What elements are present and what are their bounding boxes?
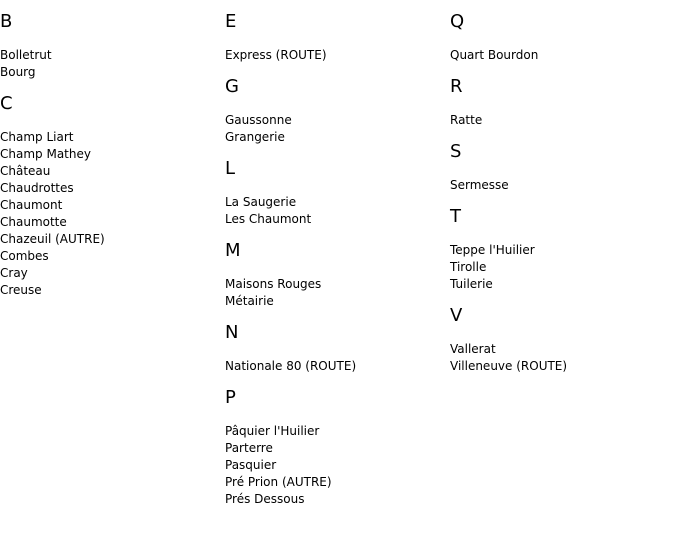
letter-heading: P <box>225 387 236 408</box>
letter-heading: R <box>450 76 463 97</box>
street-link[interactable]: Pasquier <box>225 458 277 472</box>
letter-group <box>225 240 450 310</box>
street-link[interactable]: Tuilerie <box>450 277 493 291</box>
letter-group <box>225 158 450 228</box>
letter-group <box>450 11 675 64</box>
street-link[interactable]: Chaumotte <box>0 215 67 229</box>
letter-group <box>450 206 675 293</box>
street-list <box>225 47 450 64</box>
street-link[interactable]: Maisons Rouges <box>225 277 322 291</box>
street-link[interactable]: Prés Dessous <box>225 492 305 506</box>
street-index-column-2 <box>225 0 450 516</box>
street-link[interactable]: Cray <box>0 266 28 280</box>
letter-heading: N <box>225 322 239 343</box>
letter-group <box>0 93 225 299</box>
street-list <box>225 194 450 228</box>
street-link[interactable]: Parterre <box>225 441 273 455</box>
street-link[interactable]: Gaussonne <box>225 113 292 127</box>
letter-heading: G <box>225 76 239 97</box>
street-link[interactable]: Champ Liart <box>0 130 74 144</box>
letter-heading: E <box>225 11 237 32</box>
street-link[interactable]: Ratte <box>450 113 483 127</box>
street-list <box>225 276 450 310</box>
letter-heading: S <box>450 141 462 162</box>
street-link[interactable]: Teppe l'Huilier <box>450 243 535 257</box>
street-link[interactable]: Villeneuve (ROUTE) <box>450 359 568 373</box>
street-list <box>0 129 225 299</box>
street-list <box>0 47 225 81</box>
letter-group <box>225 387 450 508</box>
street-link[interactable]: Chaudrottes <box>0 181 74 195</box>
street-list <box>450 112 675 129</box>
street-link[interactable]: Tirolle <box>450 260 487 274</box>
street-link[interactable]: Creuse <box>0 283 42 297</box>
letter-heading: B <box>0 11 13 32</box>
street-link[interactable]: Express (ROUTE) <box>225 48 327 62</box>
street-list <box>225 423 450 508</box>
letter-group <box>450 305 675 375</box>
street-list <box>225 358 450 375</box>
street-link[interactable]: Sermesse <box>450 178 509 192</box>
street-link[interactable]: Pâquier l'Huilier <box>225 424 320 438</box>
street-link[interactable]: Quart Bourdon <box>450 48 539 62</box>
street-list <box>450 341 675 375</box>
street-link[interactable]: Chazeuil (AUTRE) <box>0 232 105 246</box>
street-link[interactable]: Pré Prion (AUTRE) <box>225 475 332 489</box>
letter-heading: V <box>450 305 463 326</box>
street-link[interactable]: Château <box>0 164 51 178</box>
street-link[interactable]: Les Chaumont <box>225 212 312 226</box>
street-link[interactable]: Nationale 80 (ROUTE) <box>225 359 357 373</box>
street-link[interactable]: Bolletrut <box>0 48 52 62</box>
street-index-column-1 <box>0 0 225 307</box>
street-link[interactable]: Champ Mathey <box>0 147 91 161</box>
letter-group <box>225 11 450 64</box>
street-list <box>450 47 675 64</box>
street-link[interactable]: Bourg <box>0 65 36 79</box>
street-list <box>225 112 450 146</box>
letter-group <box>450 141 675 194</box>
street-link[interactable]: Grangerie <box>225 130 285 144</box>
letter-group <box>225 322 450 375</box>
letter-heading: M <box>225 240 241 261</box>
letter-heading: L <box>225 158 236 179</box>
letter-heading: Q <box>450 11 465 32</box>
letter-group <box>225 76 450 146</box>
letter-heading: T <box>450 206 461 227</box>
letter-group <box>0 11 225 81</box>
street-link[interactable]: La Saugerie <box>225 195 297 209</box>
street-link[interactable]: Combes <box>0 249 49 263</box>
letter-group <box>450 76 675 129</box>
street-link[interactable]: Métairie <box>225 294 274 308</box>
street-link[interactable]: Chaumont <box>0 198 63 212</box>
letter-heading: C <box>0 93 13 114</box>
street-list <box>450 242 675 293</box>
street-list <box>450 177 675 194</box>
street-link[interactable]: Vallerat <box>450 342 496 356</box>
street-index-column-3 <box>450 0 675 383</box>
